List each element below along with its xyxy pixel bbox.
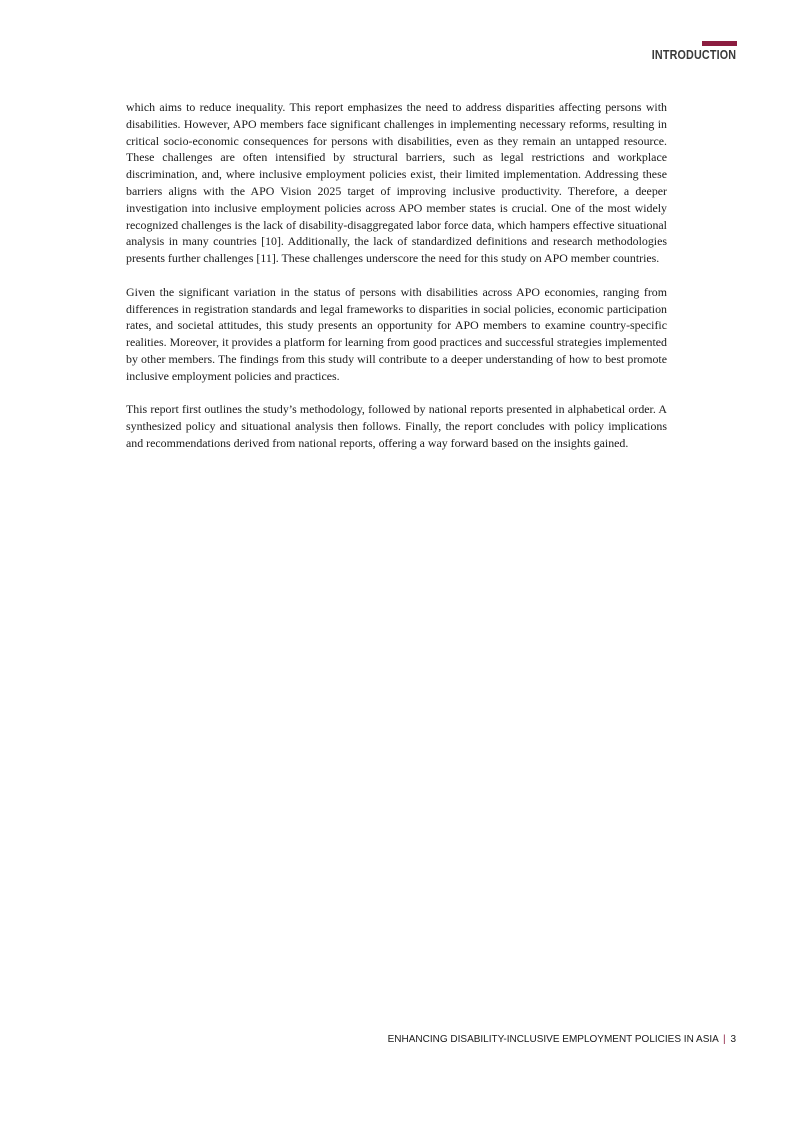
paragraph-2: Given the significant variation in the status of persons with disabilities across APO economies, ranging from differences in registration standards and legal frameworks to disparities in social policies, economic participation rates, and societal attitudes, this study presents an opportunity for APO members to examine country-specific realities. Moreover, it provides a platform for learning from good practices and successful strategies implemented by other members. The findings from this study will contribute to a deeper understanding of how to best promote inclusive employment policies and practices.: [126, 284, 667, 383]
header-accent-bar: [702, 41, 737, 46]
section-title: INTRODUCTION: [651, 48, 736, 62]
running-title: ENHANCING DISABILITY-INCLUSIVE EMPLOYMENT POLICIES IN ASIA: [387, 1034, 719, 1045]
paragraph-1: which aims to reduce inequality. This report emphasizes the need to address disparities affecting persons with disabilities. However, APO members face significant challenges in implementing necessary reforms, resulting in critical socio-economic consequences for persons with disabilities, even as they remain an untapped resource. These challenges are often intensified by structural barriers, such as legal restrictions and workplace discrimination, and, where inclusive employment policies exist, their limited implementation. Addressing these barriers aligns with the APO Vision 2025 target of improving inclusive productivity. Therefore, a deeper investigation into inclusive employment policies across APO member states is crucial. One of the most widely recognized challenges is the lack of disability-disaggregated labor force data, which hampers effective situational analysis in many countries [10]. Additionally, the lack of standardized definitions and research methodologies presents further challenges [11]. These challenges underscore the need for this study on APO member countries.: [126, 100, 667, 266]
paragraph-3: This report first outlines the study’s methodology, followed by national reports presented in alphabetical order. A synthesized policy and situational analysis then follows. Finally, the report concludes with policy implications and recommendations derived from national reports, offering a way forward based on the insights gained.: [126, 402, 667, 450]
page-footer: [388, 1034, 736, 1045]
page-number: 3: [730, 1034, 736, 1045]
main-body: [126, 99, 667, 469]
footer-separator: |: [723, 1034, 726, 1045]
